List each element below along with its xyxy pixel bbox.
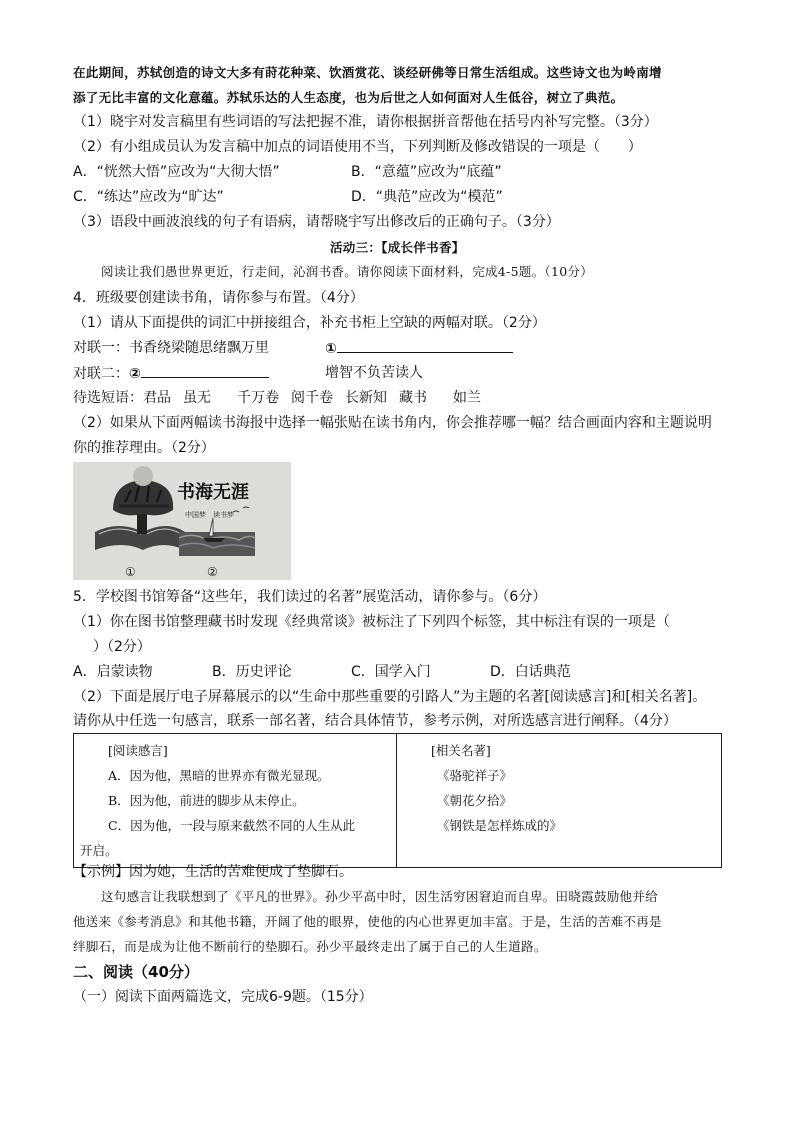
question-3: （3）语段中画波浪线的句子有语病，请帮晓宇写出修改后的正确句子。（3分） — [73, 214, 560, 230]
q2-option-d: D．“典范”应改为“模范” — [351, 189, 503, 205]
book-1: 《骆驼祥子》 — [437, 768, 513, 783]
quote-a: A．因为他，黑暗的世界亦有微光显现。 — [108, 768, 330, 783]
intro-line-1: 在此期间，苏轼创造的诗文大多有莳花种菜、饮酒赏花、谈经研佛等日常生活组成。这些诗文也为岭南增 — [73, 65, 662, 80]
related-books-cell — [397, 734, 722, 868]
question-5-sub-2-line-2: 请你从中任选一句感言，联系一部名著，结合具体情节，参考示例，对所选感言进行阐释。（4分） — [73, 713, 677, 729]
posters-illustration — [73, 462, 291, 580]
question-2: （2）有小组成员认为发言稿中加点的词语使用不当，下列判断及修改错误的一项是（ ） — [73, 139, 642, 155]
q5-option-c: C．国学入门 — [351, 664, 431, 680]
q5-option-b: B．历史评论 — [212, 664, 292, 680]
reading-posters-image — [73, 462, 291, 580]
reading-quotes-cell — [74, 734, 397, 868]
word-4: 长新知 — [345, 390, 387, 406]
book-3: 《钢铁是怎样炼成的》 — [437, 818, 563, 833]
reading-quotes-header: [阅读感言] — [108, 743, 168, 758]
book-2: 《朝花夕拾》 — [437, 793, 513, 808]
question-4-stem: 4．班级要创建读书角，请你参与布置。（4分） — [73, 290, 364, 306]
blank-2-line — [141, 363, 269, 378]
poster-2-title: 书海无涯 — [177, 482, 249, 503]
section-2-sub: （一）阅读下面两篇选文，完成6-9题。（15分） — [73, 989, 373, 1005]
poster-2-label: ② — [207, 565, 218, 579]
question-5-stem: 5．学校图书馆筹备“这些年，我们读过的名著”展览活动，请你参与。（6分） — [73, 589, 547, 605]
q5-option-d: D．白话典范 — [490, 664, 571, 680]
word-3: 阅千卷 — [291, 390, 333, 406]
intro-line-2: 添了无比丰富的文化意蕴。苏轼乐达的人生态度，也为后世之人如何面对人生低谷，树立了典范。 — [73, 90, 624, 105]
quote-b: B．因为他，前进的脚步从未停止。 — [108, 793, 305, 808]
q2-option-b: B．“意蕴”应改为“底蕴” — [351, 164, 502, 180]
activity-3-title: 活动三：【成长伴书香】 — [330, 240, 465, 255]
q2-option-a: A．“恍然大悟”应改为“大彻大悟” — [73, 164, 280, 180]
word-1: 虽无 — [183, 390, 211, 406]
question-5-sub-2-line-1: （2）下面是展厅电子屏幕展示的以“生命中那些重要的引路人”为主题的名著[阅读感言]和[相关名著]。 — [73, 689, 707, 705]
blank-2-marker: ② — [129, 366, 141, 382]
section-2-title: 二、阅读（40分） — [73, 963, 199, 981]
quote-c-line-1: C．因为他，一段与原来截然不同的人生从此 — [108, 818, 356, 833]
word-5: 藏书 — [399, 390, 427, 406]
q2-option-c: C．“练达”应改为“旷达” — [73, 189, 224, 205]
blank-1-line — [337, 338, 513, 353]
couplet-2 — [73, 363, 269, 384]
example-line-2: 他送来《参考消息》和其他书籍，开阔了他的眼界，使他的内心世界更加丰富。于是，生活的苦难不再是 — [73, 914, 662, 929]
couplet-1-blank — [325, 338, 513, 359]
example-line-3: 绊脚石，而是成为让他不断前行的垫脚石。孙少平最终走出了属于自己的人生道路。 — [73, 939, 547, 954]
question-4-sub-2-line-2: 你的推荐理由。（2分） — [73, 440, 215, 456]
quote-c-line-2: 开启。 — [80, 843, 118, 858]
poster-2-subtitle: 中国梦 读书梦 — [185, 511, 234, 519]
related-books-header: [相关名著] — [431, 743, 491, 758]
example-line-1: 这句感言让我联想到了《平凡的世界》。孙少平高中时，因生活穷困窘迫而自卑。田晓霞鼓励他并给 — [101, 889, 658, 904]
example-label: 【示例】因为她，生活的苦难便成了垫脚石。 — [73, 864, 353, 880]
question-5-sub-1-line-2: ）（2分） — [93, 639, 151, 655]
question-4-sub-1: （1）请从下面提供的词汇中拼接组合，补充书柜上空缺的两幅对联。（2分） — [73, 315, 546, 331]
word-6: 如兰 — [453, 390, 481, 406]
question-5-sub-1-line-1: （1）你在图书馆整理藏书时发现《经典常谈》被标注了下列四个标签，其中标注有误的一项是（ — [73, 614, 670, 630]
question-4-sub-2-line-1: （2）如果从下面两幅读书海报中选择一幅张贴在读书角内，你会推荐哪一幅？结合画面内容和主题说明 — [73, 415, 712, 431]
couplet-2-label: 对联二： — [73, 366, 129, 382]
couplet-1: 对联一：书香绕梁随思绪飘万里 — [73, 340, 269, 356]
q5-option-a: A．启蒙读物 — [73, 664, 153, 680]
word-bank-label: 待选短语： — [73, 390, 143, 406]
word-bank — [73, 388, 481, 408]
couplet-2-text: 增智不负苦读人 — [325, 365, 423, 381]
word-0: 君品 — [143, 390, 171, 406]
word-2: 千万卷 — [237, 390, 279, 406]
blank-1-marker: ① — [325, 341, 337, 357]
activity-3-intro: 阅读让我们愚世界更近，行走间，沁润书香。请你阅读下面材料，完成4-5题。（10分） — [101, 264, 594, 279]
quotes-table — [73, 733, 722, 868]
question-1: （1）晓宇对发言稿里有些词语的写法把握不准，请你根据拼音帮他在括号内补写完整。（3分） — [73, 114, 658, 130]
poster-1-label: ① — [125, 565, 136, 579]
